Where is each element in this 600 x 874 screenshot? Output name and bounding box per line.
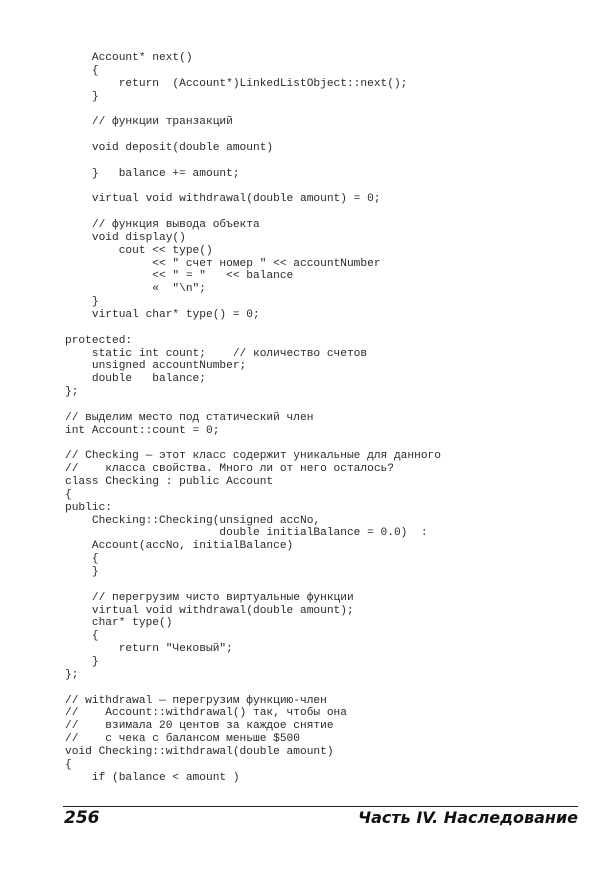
code-line: return "Чековый"; <box>65 643 233 656</box>
code-line: { <box>65 630 99 643</box>
code-line: } <box>65 655 99 668</box>
code-line: } <box>65 296 99 309</box>
code-line: virtual void withdrawal(double amount); <box>65 604 354 617</box>
code-line: }; <box>65 386 79 399</box>
code-line: << " = " << balance <box>65 270 294 283</box>
code-line: { <box>65 488 72 501</box>
code-line: Account(accNo, initialBalance) <box>65 540 294 553</box>
code-line: return (Account*)LinkedListObject::next(); <box>65 77 408 90</box>
code-line: void Checking::withdrawal(double amount) <box>65 745 334 758</box>
code-line: // функции транзакций <box>65 116 233 129</box>
chapter-title: Часть IV. Наследование <box>358 808 578 827</box>
code-line: void display() <box>65 231 186 244</box>
code-line: // взимала 20 центов за каждое снятие <box>65 720 334 733</box>
code-line: cout << type() <box>65 244 213 257</box>
code-line: } <box>65 566 99 578</box>
code-line: class Checking : public Account <box>65 476 274 489</box>
code-line: unsigned accountNumber; <box>65 360 247 373</box>
code-line: // withdrawal — перегрузим функцию-член <box>65 694 327 707</box>
code-line: public: <box>65 501 112 514</box>
code-line: // с чека с балансом меньше $500 <box>65 733 300 746</box>
page-number: 256 <box>64 808 100 828</box>
footer-divider <box>63 806 578 807</box>
code-line: virtual void withdrawal(double amount) = 0; <box>65 193 381 206</box>
code-line: static int count; // количество счетов <box>65 347 368 360</box>
code-line: // Checking — этот класс содержит уникальные для данного <box>65 450 441 463</box>
code-line: // класса свойства. Много ли от него осталось? <box>65 463 394 476</box>
code-line: if (balance < amount ) <box>65 771 240 784</box>
code-line: « "\n"; <box>65 283 206 296</box>
code-line: double initialBalance = 0.0) : <box>65 527 428 540</box>
code-line: virtual char* type() = 0; <box>65 309 260 321</box>
code-line: { <box>65 553 99 566</box>
code-line: double balance; <box>65 373 206 386</box>
code-line: } balance += amount; <box>65 167 240 180</box>
code-line: Checking::Checking(unsigned accNo, <box>65 514 321 527</box>
code-line: // функция вывода объекта <box>65 219 260 232</box>
code-line: protected: <box>65 334 133 347</box>
code-line: int Account::count = 0; <box>65 424 220 437</box>
code-line: }; <box>65 668 79 681</box>
code-line: << " счет номер " << accountNumber <box>65 257 381 270</box>
code-line: void deposit(double amount) <box>65 141 274 154</box>
code-line: } <box>65 90 99 103</box>
code-line: // Account::withdrawal() так, чтобы она <box>65 707 347 720</box>
code-line: { <box>65 758 72 771</box>
code-line: // перегрузим чисто виртуальные функции <box>65 591 354 604</box>
code-line: { <box>65 64 99 77</box>
code-line: char* type() <box>65 617 173 630</box>
code-line: // выделим место под статический член <box>65 411 314 424</box>
code-line: Account* next() <box>65 52 193 64</box>
